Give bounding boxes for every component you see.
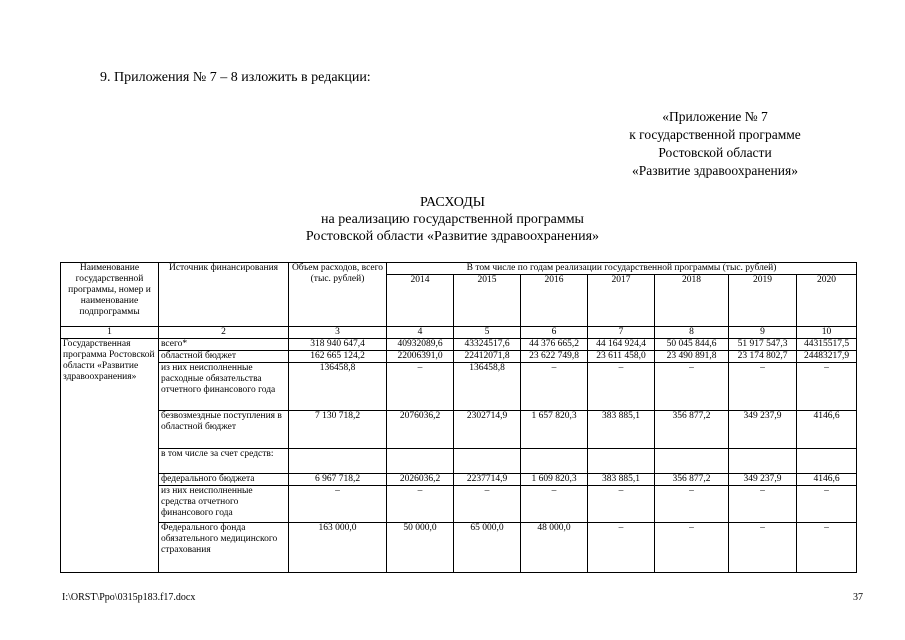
year-cell: –	[729, 523, 797, 573]
year-cell: –	[588, 486, 655, 523]
year-cell: –	[797, 486, 857, 523]
table-row	[61, 486, 857, 523]
year-cell: –	[729, 486, 797, 523]
header-total: Объем расходов, всего (тыс. рублей)	[289, 263, 387, 327]
column-number: 2	[159, 327, 289, 339]
year-cell: 2076036,2	[387, 411, 454, 449]
source-cell: безвозмездные поступления в областной бюджет	[159, 411, 289, 449]
year-cell	[588, 449, 655, 474]
year-cell	[387, 449, 454, 474]
title-line: Ростовской области «Развитие здравоохранения»	[305, 229, 600, 244]
total-cell: –	[289, 486, 387, 523]
year-cell: 48 000,0	[521, 523, 588, 573]
year-cell: 65 000,0	[454, 523, 521, 573]
header-row	[61, 263, 857, 275]
header-year: 2016	[521, 275, 588, 327]
year-cell: –	[521, 363, 588, 411]
header-year: 2015	[454, 275, 521, 327]
header-source: Источник финансирования	[159, 263, 289, 327]
year-cell: 1 657 820,3	[521, 411, 588, 449]
year-cell: 44 376 665,2	[521, 339, 588, 351]
year-cell: –	[729, 363, 797, 411]
column-number: 6	[521, 327, 588, 339]
table-row	[61, 339, 857, 351]
year-cell: 4146,6	[797, 411, 857, 449]
year-cell	[521, 449, 588, 474]
source-cell: в том числе за счет средств:	[159, 449, 289, 474]
year-cell: 136458,8	[454, 363, 521, 411]
expenses-table	[60, 262, 857, 573]
year-cell	[729, 449, 797, 474]
intro-paragraph: 9. Приложения № 7 – 8 изложить в редакции:	[100, 70, 371, 85]
year-cell: 40932089,6	[387, 339, 454, 351]
header-year: 2014	[387, 275, 454, 327]
year-cell: 51 917 547,3	[729, 339, 797, 351]
year-cell: 349 237,9	[729, 474, 797, 486]
appendix-caption	[585, 108, 845, 180]
appendix-line: к государственной программе	[629, 127, 801, 142]
year-cell: 383 885,1	[588, 411, 655, 449]
year-cell: –	[387, 363, 454, 411]
table-row	[61, 449, 857, 474]
year-cell: –	[655, 363, 729, 411]
year-cell: 2237714,9	[454, 474, 521, 486]
total-cell	[289, 449, 387, 474]
page-number: 37	[853, 592, 863, 603]
year-cell: 50 000,0	[387, 523, 454, 573]
header-year: 2017	[588, 275, 655, 327]
year-cell	[655, 449, 729, 474]
table-row	[61, 523, 857, 573]
column-number: 8	[655, 327, 729, 339]
source-cell: федерального бюджета	[159, 474, 289, 486]
column-number: 7	[588, 327, 655, 339]
year-cell: 383 885,1	[588, 474, 655, 486]
year-cell	[797, 449, 857, 474]
year-cell: 2026036,2	[387, 474, 454, 486]
header-year: 2018	[655, 275, 729, 327]
year-cell: 22412071,8	[454, 351, 521, 363]
total-cell: 6 967 718,2	[289, 474, 387, 486]
total-cell: 136458,8	[289, 363, 387, 411]
table-row	[61, 351, 857, 363]
total-cell: 163 000,0	[289, 523, 387, 573]
appendix-line: «Развитие здравоохранения»	[632, 163, 798, 178]
year-cell: 23 611 458,0	[588, 351, 655, 363]
year-cell: –	[588, 363, 655, 411]
year-cell: 24483217,9	[797, 351, 857, 363]
column-number-row	[61, 327, 857, 339]
year-cell: 356 877,2	[655, 411, 729, 449]
year-cell	[454, 449, 521, 474]
year-cell: –	[521, 486, 588, 523]
footer-file-path: I:\ORST\Ppo\0315p183.f17.docx	[62, 592, 196, 603]
source-cell: Федерального фонда обязательного медицинского страхования	[159, 523, 289, 573]
header-by-years: В том числе по годам реализации государственной программы (тыс. рублей)	[387, 263, 857, 275]
column-number: 9	[729, 327, 797, 339]
year-cell: 4146,6	[797, 474, 857, 486]
year-cell: 44315517,5	[797, 339, 857, 351]
year-cell: –	[797, 363, 857, 411]
header-year: 2019	[729, 275, 797, 327]
year-cell: –	[454, 486, 521, 523]
source-cell: областной бюджет	[159, 351, 289, 363]
column-number: 4	[387, 327, 454, 339]
total-cell: 162 665 124,2	[289, 351, 387, 363]
table-row	[61, 363, 857, 411]
year-cell: 23 490 891,8	[655, 351, 729, 363]
total-cell: 7 130 718,2	[289, 411, 387, 449]
year-cell: 43324517,6	[454, 339, 521, 351]
column-number: 3	[289, 327, 387, 339]
year-cell: –	[797, 523, 857, 573]
source-cell: из них неисполненные расходные обязательства отчетного финансового года	[159, 363, 289, 411]
year-cell: 356 877,2	[655, 474, 729, 486]
year-cell: 2302714,9	[454, 411, 521, 449]
year-cell: 1 609 820,3	[521, 474, 588, 486]
title-line: РАСХОДЫ	[420, 195, 485, 210]
document-title	[0, 194, 905, 245]
appendix-line: «Приложение № 7	[662, 109, 768, 124]
year-cell: –	[655, 523, 729, 573]
column-number: 5	[454, 327, 521, 339]
year-cell: 23 174 802,7	[729, 351, 797, 363]
total-cell: 318 940 647,4	[289, 339, 387, 351]
year-cell: 44 164 924,4	[588, 339, 655, 351]
year-cell: –	[588, 523, 655, 573]
source-cell: всего*	[159, 339, 289, 351]
year-cell: –	[387, 486, 454, 523]
program-name-cell: Государственная программа Ростовской области «Развитие здравоохранения»	[61, 339, 159, 573]
title-line: на реализацию государственной программы	[321, 212, 584, 227]
column-number: 10	[797, 327, 857, 339]
table-row	[61, 474, 857, 486]
table-row	[61, 411, 857, 449]
year-cell: –	[655, 486, 729, 523]
appendix-line: Ростовской области	[658, 145, 772, 160]
source-cell: из них неисполненные средства отчетного финансового года	[159, 486, 289, 523]
year-cell: 22006391,0	[387, 351, 454, 363]
column-number: 1	[61, 327, 159, 339]
year-cell: 50 045 844,6	[655, 339, 729, 351]
header-name: Наименование государственной программы, номер и наименование подпрограммы	[61, 263, 159, 327]
year-cell: 349 237,9	[729, 411, 797, 449]
year-cell: 23 622 749,8	[521, 351, 588, 363]
header-year: 2020	[797, 275, 857, 327]
